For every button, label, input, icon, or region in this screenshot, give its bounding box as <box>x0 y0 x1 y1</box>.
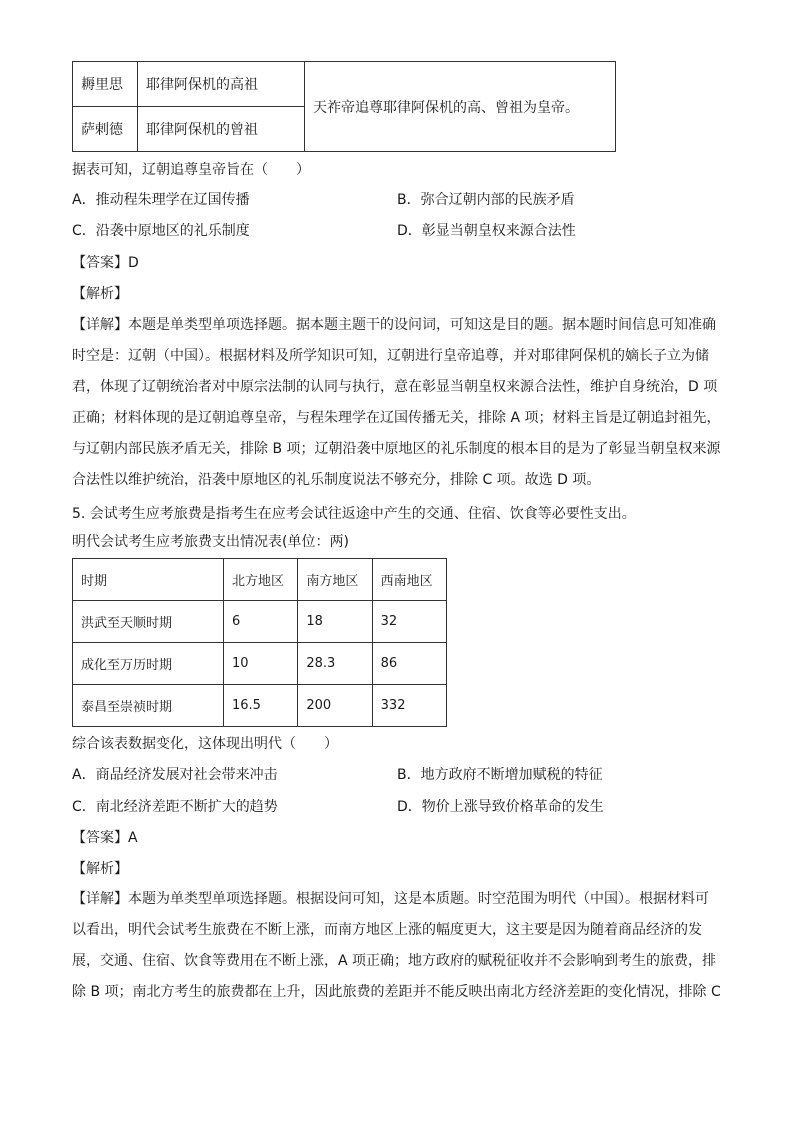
table-cell: 18 <box>298 601 372 643</box>
table-cell: 28.3 <box>298 643 372 685</box>
table-cell: 32 <box>372 601 446 643</box>
analysis-text <box>72 310 722 496</box>
option-a: A．推动程朱理学在辽国传播 <box>72 192 250 208</box>
analysis-line: 与辽朝内部民族矛盾无关，排除 B 项；辽朝沿袭中原地区的礼乐制度的根本目的是为了彰显当朝皇权来源 <box>72 441 721 457</box>
table-header-cell: 南方地区 <box>298 559 372 601</box>
analysis-line: 时空是：辽朝（中国）。根据材料及所学知识可知，辽朝进行皇帝追尊，并对耶律阿保机的嫡长子立为储 <box>72 348 709 364</box>
analysis-line: 除 B 项；南北方考生的旅费都在上升，因此旅费的差距并不能反映出南北方经济差距的变化情况，排除 C <box>72 984 721 1000</box>
analysis-line: 展，交通、住宿、饮食等费用在不断上涨，A 项正确；地方政府的赋税征收并不会影响到考生的旅费，排 <box>72 953 717 969</box>
analysis-label: 【解析】 <box>72 286 128 302</box>
table-cell: 洪武至天顺时期 <box>73 601 224 643</box>
option-d: D．物价上涨导致价格革命的发生 <box>397 799 604 815</box>
analysis-label: 【解析】 <box>72 861 128 877</box>
table-header-cell: 西南地区 <box>372 559 446 601</box>
table-row <box>73 601 447 643</box>
analysis-text <box>72 884 722 1008</box>
table-cell: 16.5 <box>224 685 298 727</box>
question-stem: 据表可知，辽朝追尊皇帝旨在（ ） <box>72 162 310 178</box>
table-cell: 86 <box>372 643 446 685</box>
analysis-line: 正确；材料体现的是辽朝追尊皇帝，与程朱理学在辽国传播无关，排除 A 项；材料主旨是辽朝追封祖先， <box>72 410 721 426</box>
table-cell: 耶律阿保机的曾祖 <box>138 107 305 152</box>
option-c: C．沿袭中原地区的礼乐制度 <box>72 223 250 239</box>
table-header-row <box>73 559 447 601</box>
analysis-line: 【详解】本题是单类型单项选择题。据本题主题干的设问词，可知这是目的题。据本题时间信息可知准确 <box>72 317 716 333</box>
question-intro: 5. 会试考生应考旅费是指考生在应考会试往返途中产生的交通、住宿、饮食等必要性支出。 <box>72 506 636 522</box>
option-a: A．商品经济发展对社会带来冲击 <box>72 767 278 783</box>
analysis-line: 合法性以维护统治，沿袭中原地区的礼乐制度说法不够充分，排除 C 项。故选 D 项。 <box>72 472 601 488</box>
table-cell: 332 <box>372 685 446 727</box>
analysis-line: 【详解】本题为单类型单项选择题。根据设问可知，这是本质题。时空范围为明代（中国）。根据材料可 <box>72 891 709 907</box>
table-row <box>73 62 616 107</box>
table-cell: 成化至万历时期 <box>73 643 224 685</box>
table-row <box>73 685 447 727</box>
table-cell: 耶律阿保机的高祖 <box>138 62 305 107</box>
analysis-line: 以看出，明代会试考生旅费在不断上涨，而南方地区上涨的幅度更大，这主要是因为随着商品经济的发 <box>72 922 702 938</box>
table-cell: 10 <box>224 643 298 685</box>
table-cell: 耨里思 <box>73 62 138 107</box>
table-row <box>73 643 447 685</box>
option-c: C．南北经济差距不断扩大的趋势 <box>72 799 278 815</box>
table-title: 明代会试考生应考旅费支出情况表(单位：两) <box>72 534 349 550</box>
table-cell: 泰昌至崇祯时期 <box>73 685 224 727</box>
option-b: B．地方政府不断增加赋税的特征 <box>397 767 603 783</box>
option-b: B．弥合辽朝内部的民族矛盾 <box>397 192 575 208</box>
analysis-line: 君，体现了辽朝统治者对中原宗法制的认同与执行，意在彰显当朝皇权来源合法性，维护自身统治，D 项 <box>72 379 718 395</box>
answer-label: 【答案】A <box>72 830 138 846</box>
table-cell: 萨剌德 <box>73 107 138 152</box>
table-header-cell: 时期 <box>73 559 224 601</box>
answer-label: 【答案】D <box>72 255 139 271</box>
travel-expense-table <box>72 558 447 727</box>
table-header-cell: 北方地区 <box>224 559 298 601</box>
table-cell: 6 <box>224 601 298 643</box>
table-cell-merged: 天祚帝追尊耶律阿保机的高、曾祖为皇帝。 <box>305 62 616 152</box>
question-stem: 综合该表数据变化，这体现出明代（ ） <box>72 736 338 752</box>
table-cell: 200 <box>298 685 372 727</box>
ancestor-table <box>72 61 616 152</box>
option-d: D．彰显当朝皇权来源合法性 <box>397 223 576 239</box>
